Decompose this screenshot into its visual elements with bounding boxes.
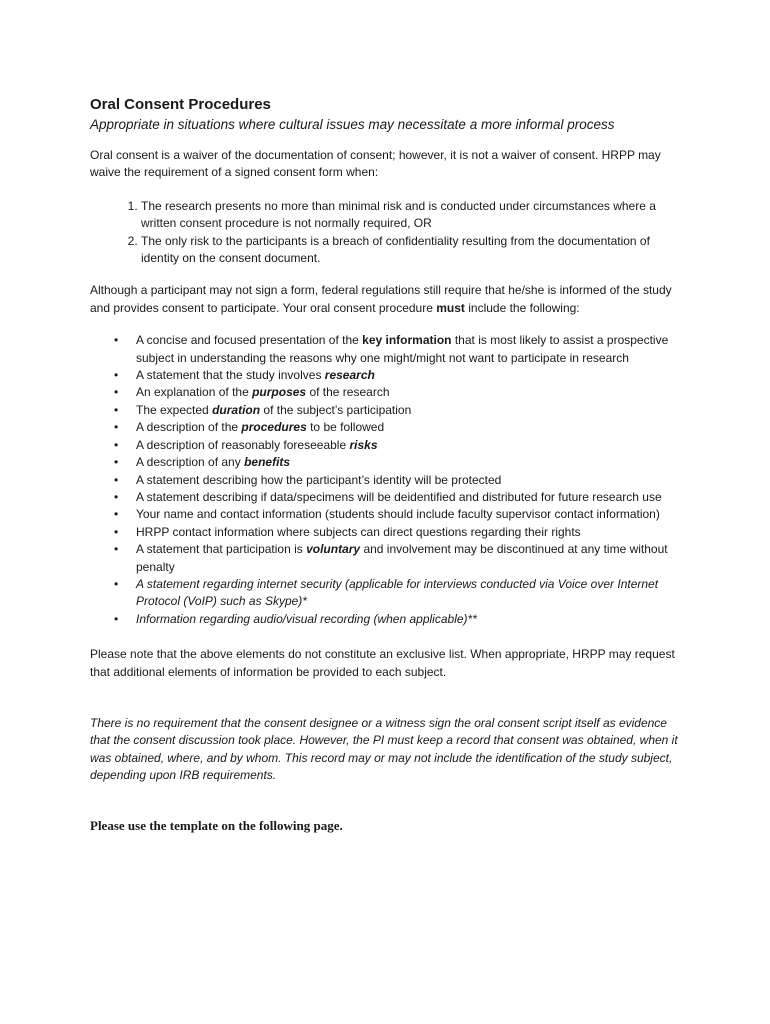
intro-paragraph: Oral consent is a waiver of the documentation of consent; however, it is not a waiver of consent. HRPP may waive the requirement of a signed consent form when: — [90, 148, 661, 180]
element-text-end: that is most likely to assist a prospective subject in understanding the reasons why one might/might not want to participate in research — [136, 333, 669, 365]
element-text: An explanation of the — [136, 385, 253, 400]
list-item — [136, 454, 680, 471]
list-item — [136, 576, 680, 611]
element-text-end: of the research — [306, 385, 390, 400]
requirement-text-end: include the following: — [464, 300, 580, 315]
element-text: Information regarding audio/visual recording (when applicable)** — [136, 611, 477, 626]
list-item — [136, 489, 680, 506]
element-emphasis: risks — [349, 437, 378, 452]
element-emphasis: procedures — [241, 420, 307, 435]
criteria-item — [141, 233, 680, 268]
element-emphasis: research — [324, 368, 375, 383]
element-text: A statement that participation is — [136, 542, 307, 557]
criteria-item-text: The only risk to the participants is a breach of confidentiality resulting from the documentation of identity on the consent document. — [141, 233, 650, 266]
list-item — [136, 384, 680, 401]
element-emphasis: benefits — [244, 455, 291, 470]
list-item — [136, 506, 680, 523]
list-item — [136, 402, 680, 419]
element-text: A statement describing if data/specimens will be deidentified and distributed for future research use — [136, 489, 662, 504]
element-emphasis: duration — [212, 402, 261, 417]
requirement-text: Although a participant may not sign a form, federal regulations still require that he/she is informed of the study and provides consent to participate. Your oral consent procedure — [90, 283, 672, 315]
element-text: A statement that the study involves — [136, 368, 325, 383]
list-item — [136, 524, 680, 541]
document-body — [90, 96, 680, 834]
criteria-item-text: The research presents no more than minimal risk and is conducted under circumstances where a written consent procedure is not normally required, OR — [141, 198, 656, 231]
document-title: Oral Consent Procedures — [90, 96, 271, 113]
waiver-criteria-list — [90, 198, 680, 268]
requirement-emphasis: must — [436, 300, 465, 315]
element-text-end: of the subject’s participation — [260, 402, 412, 417]
list-item — [136, 541, 680, 576]
record-note-paragraph: There is no requirement that the consent designee or a witness sign the oral consent script itself as evidence that the consent discussion took place. However, the PI must keep a record that consent was obtained, when it was obtained, where, and by whom. This record may or may not include the identification of the study subject, depending upon IRB requirements. — [90, 715, 678, 783]
element-text: A statement regarding internet security (applicable for interviews conducted via Voice over Internet Protocol (VoIP) such as Skype)* — [136, 576, 659, 609]
element-text-end: and involvement may be discontinued at any time without penalty — [136, 542, 668, 574]
element-text-end: to be followed — [306, 420, 385, 435]
template-instruction: Please use the template on the following page. — [90, 817, 343, 833]
element-text: A concise and focused presentation of the — [136, 333, 363, 348]
list-item — [136, 367, 680, 384]
list-item — [136, 332, 680, 367]
element-text: A description of the — [136, 420, 242, 435]
document-subtitle: Appropriate in situations where cultural issues may necessitate a more informal process — [90, 117, 615, 132]
list-item — [136, 472, 680, 489]
list-item — [136, 611, 680, 628]
criteria-item — [141, 198, 680, 233]
element-text: The expected — [136, 402, 213, 417]
element-emphasis: key information — [362, 333, 452, 348]
element-text: Your name and contact information (students should include faculty supervisor contact information) — [136, 507, 660, 522]
list-item — [136, 419, 680, 436]
list-item — [136, 437, 680, 454]
element-emphasis: purposes — [252, 385, 307, 400]
required-elements-list — [90, 332, 680, 628]
element-text: A description of any — [136, 455, 245, 470]
requirement-paragraph — [90, 282, 680, 317]
element-text: HRPP contact information where subjects can direct questions regarding their rights — [136, 524, 581, 539]
note-paragraph: Please note that the above elements do not constitute an exclusive list. When appropriate, HRPP may request that additional elements of information be provided to each subject. — [90, 647, 675, 679]
element-text: A statement describing how the participant’s identity will be protected — [136, 472, 502, 487]
element-text: A description of reasonably foreseeable — [136, 437, 350, 452]
element-emphasis: voluntary — [306, 542, 361, 557]
